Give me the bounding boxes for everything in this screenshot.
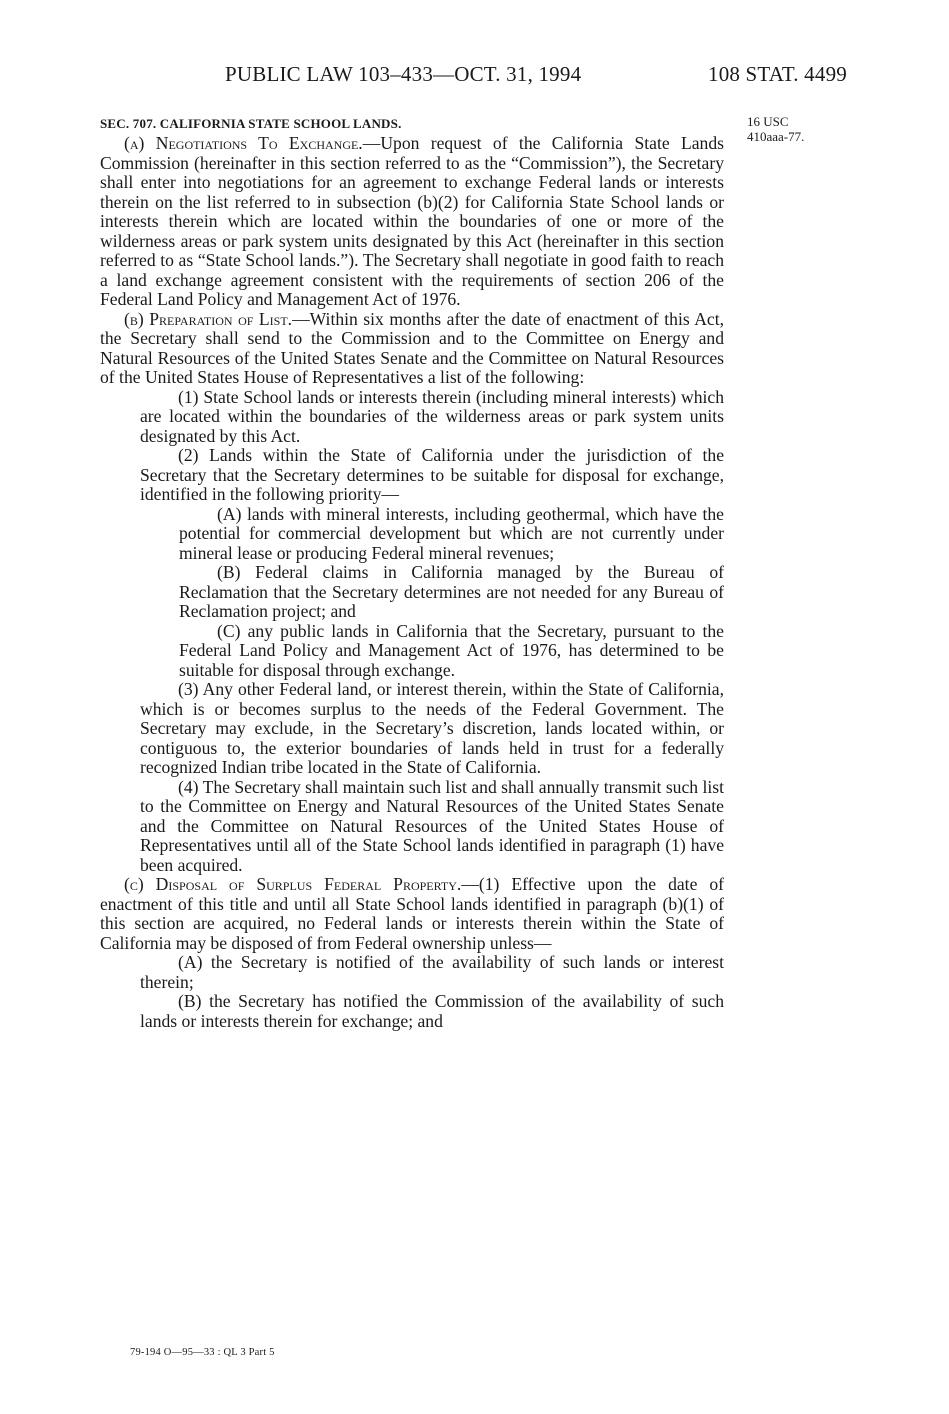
paragraph-b2: (2) Lands within the State of California under the jurisdiction of the Secretary that the Secretary determines to be suitable for disposal for exchange, identified in the following priority— (140, 445, 724, 504)
paragraph-b2B: (B) Federal claims in California managed by the Bureau of Reclamation that the Secretary determines are not needed for any Bureau of Reclamation project; and (179, 562, 724, 621)
paragraph-b4: (4) The Secretary shall maintain such list and shall annually transmit such list to the Committee on Energy and Natural Resources of the United States Senate and the Committee on Natural Resources of the United States House of Representatives until all of the State School lands identified in paragraph (1) have been acquired. (140, 776, 724, 875)
subsection-b-text: —Within six months after the date of enactment of this Act, the Secretary shall send to the Commission and to the Committee on Energy and Natural Resources of the United States Senate and the Committee on Natural Resources of the United States House of Representatives a list of the following: (100, 308, 725, 387)
margin-citation (747, 114, 804, 144)
running-header-title: PUBLIC LAW 103–433—OCT. 31, 1994 (225, 62, 582, 86)
subsection-c-heading: (c) Disposal of Surplus Federal Property. (124, 874, 462, 894)
subsection-c (100, 875, 724, 953)
print-code-footer: 79-194 O—95—33 : QL 3 Part 5 (130, 1347, 275, 1358)
subsection-a (100, 134, 724, 310)
paragraph-b1: (1) State School lands or interests therein (including mineral interests) which are located within the boundaries of the wilderness areas or park system units designated by this Act. (140, 386, 724, 446)
paragraph-cB: (B) the Secretary has notified the Commission of the availability of such lands or interests therein for exchange; and (140, 991, 724, 1031)
subsection-a-heading: (a) Negotiations To Exchange. (124, 133, 363, 153)
margin-citation-line-1: 16 USC (747, 114, 789, 129)
section-body (100, 134, 724, 1031)
margin-citation-line-2: 410aaa-77. (747, 129, 805, 144)
paragraph-b3: (3) Any other Federal land, or interest therein, within the State of California, which is or becomes surplus to the needs of the Federal Government. The Secretary may exclude, in the Secretary’s discretion, lands located within, or contiguous to, the exterior boundaries of lands held in trust for a federally recognized Indian tribe located in the State of California. (140, 679, 724, 777)
subsection-b-heading: (b) Preparation of List. (124, 308, 293, 329)
running-header-page: 108 STAT. 4499 (708, 62, 847, 86)
paragraph-b2C: (C) any public lands in California that the Secretary, pursuant to the Federal Land Policy and Management Act of 1976, has determined to be suitable for disposal through exchange. (179, 620, 724, 680)
paragraph-cA: (A) the Secretary is notified of the availability of such lands or interest therein; (140, 952, 724, 992)
section-heading: SEC. 707. CALIFORNIA STATE SCHOOL LANDS. (100, 116, 402, 131)
subsection-a-text: —Upon request of the California State Lands Commission (hereinafter in this section referred to as the “Commission”), the Secretary shall enter into negotiations for an agreement to exchange Federal lands or interests therein on the list referred to in subsection (b)(2) for California State School lands or interests therein which are located within the boundaries of one or more of the wilderness areas or park system units designated by this Act (hereinafter in this section referred to as “State School lands.”). The Secretary shall negotiate in good faith to reach a land exchange agreement consistent with the requirements of section 206 of the Federal Land Policy and Management Act of 1976. (100, 133, 724, 309)
subsection-b (100, 310, 724, 388)
paragraph-b2A: (A) lands with mineral interests, including geothermal, which have the potential for commercial development but which are not currently under mineral lease or producing Federal mineral revenues; (179, 503, 724, 563)
subsection-c-text: —(1) Effective upon the date of enactment of this title and until all State School lands identified in paragraph (b)(1) of this section are acquired, no Federal lands or interests therein within the State of California may be disposed of from Federal ownership unless— (100, 874, 724, 953)
